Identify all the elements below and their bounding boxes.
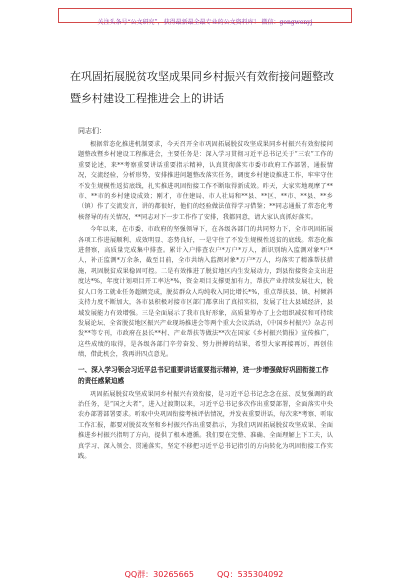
body-paragraph: 巩固拓展脱贫攻坚成果同乡村振兴有效衔接，是习近平总书记念念在兹、反复强调的政治任务，是“国之大者”，进入过渡期以来，习近平总书记多次作出重要部署，全面落实中央农办部署部署要求。听取中央巩固衔接考核评估情况，并发表重要讲话，每次来*考察、听取工作汇报，都要对脱贫攻坚和乡村振兴作出重要指示，为我们巩固拓展脱贫攻坚成果、全面推进乡村振兴指明了方向，提供了根本遵循。我们要在完整、准确、全面理解上下工夫，认真学习、深入领会、贯通落实，坚定不移把习近平总书记指引的方向转化为巩固衔接工作实践。 bbox=[78, 390, 333, 460]
greeting: 同志们： bbox=[78, 127, 106, 135]
body-paragraph: 根据常态化推进机制要求，今天召开全市巩固拓展脱贫攻坚成果同乡村振兴有效衔接问题整改暨乡村建设工程推进会，主要任务是：深入学习贯彻习近平总书记关于“三农”工作的重要论述，来**考察重要讲话重要指示精神，认真贯彻落实市委市政府工作部署，通报情况，交流经验，分析形势，安排推进问题整改落实任务，调度乡村建设推进工作，牢牢守住不发生规模性返贫底线，扎实推进巩固衔接工作不断取得新成效。昨天，大家实地观摩了**市、**市的乡村建设成效；刚才，市住建局、市人社局和**县、**区、**市、**县、**乡（镇）作了交流发言，讲的都很好，他们的经验做法值得学习借鉴；**同志通报了常态化考核督导的有关情况，**同志对下一步工作作了安排，我都同意，请大家认真抓好落实。 bbox=[78, 141, 333, 221]
promo-banner-text: 关注头条号“公文研究”，获得最新最全最专业的公文资料库！ 微信：gongwenyj bbox=[97, 19, 313, 26]
qq-group-text: QQ群：30265665 bbox=[124, 570, 194, 579]
document-title: 在巩固拓展脱贫攻坚成果同乡村振兴有效衔接问题整改暨乡村建设工程推进会上的讲话 bbox=[70, 70, 334, 105]
section-heading: 一、深入学习领会习近平总书记重要讲话重要指示精神，进一步增强做好巩固衔接工作的责任感紧迫感 bbox=[78, 365, 329, 385]
promo-banner bbox=[58, 8, 352, 26]
body-paragraph: 今年以来，在市委、市政府的坚强领导下，在各级各部门的共同努力下，全市巩固拓展各项工作进展顺利、成效明显、态势良好，一是守住了不发生规模性返贫的底线。常态化推进督察，高质量完成集中排查。累计入户排查农户*万户*万人，新识别纳入监测对象*户*人，补正监测*万余条，截至目前，全市共纳入监测对象*万户*万人，均落实了精准帮扶措施，巩固脱贫成果稳固可控。二是有效推进了脱贫地区内生发展动力，到县衔接资金支出进度达*%，年度计划项目开工率达*%，资金项目支撑更加有力，帮扶产业持续发展壮大，脱贫人口务工就业任务超额完成，脱贫群众人均纯收入同比增长*%，重点帮扶县、镇、村倾斜支持力度不断加大，各市县积极对接市区部门都拿出了真招实招，发展了壮大县域经济，县域发展能力有效增强。三是全面展示了我市良好形象，高质量筹办了上会组织减贫和可持续发展论坛、全省脱贫地区振兴产业现场推进会等两个重大会议活动，《中国乡村振兴》杂志刊发**等专刊，市政府在县长**村、产业帮扶等做法**次在国家《乡村振兴简报》宣传推广，这些成绩的取得，是各级各部门辛劳奋发、努力拼搏的结果，希望大家再接再厉，再创佳绩，借此机会，我再讲四点意见。 bbox=[78, 226, 333, 359]
footer-contact bbox=[0, 562, 408, 581]
document-body bbox=[78, 140, 333, 464]
qq-number-text: QQ：535304092 bbox=[217, 570, 284, 579]
